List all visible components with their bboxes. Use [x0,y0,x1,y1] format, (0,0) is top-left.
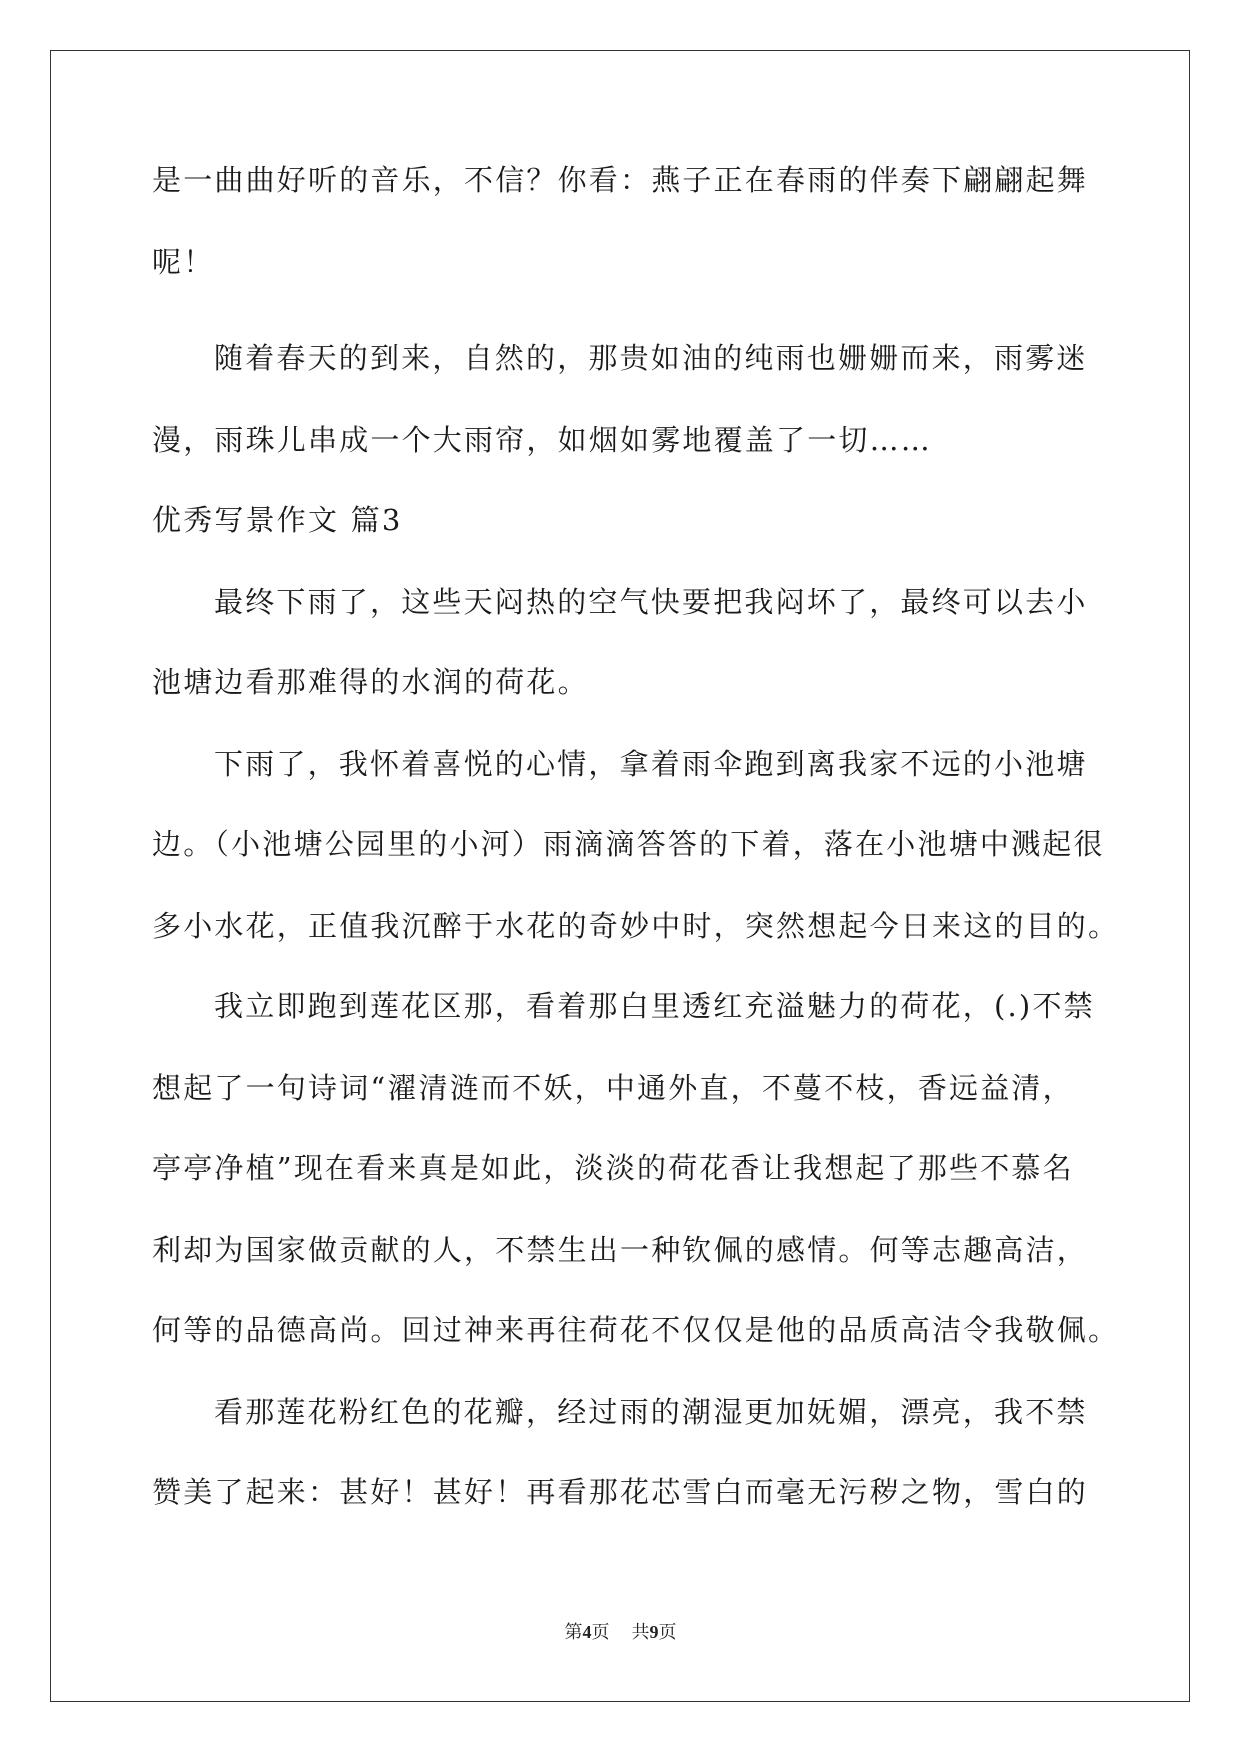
text-line: 最终下雨了，这些天闷热的空气快要把我闷坏了，最终可以去小 [214,585,1088,619]
total-pages: 9 [649,1622,659,1642]
text-line: 池塘边看那难得的水润的荷花。 [152,665,589,699]
text-line: 漫，雨珠儿串成一个大雨帘，如烟如雾地覆盖了一切…… [152,423,933,457]
text-line: 何等的品德高尚。回过神来再往荷花不仅仅是他的品质高洁令我敬佩。 [152,1313,1120,1347]
page-prefix: 第 [564,1622,583,1643]
page-suffix: 页 [591,1622,610,1643]
text-line: 利却为国家做贡献的人，不禁生出一种钦佩的感情。何等志趣高洁， [152,1233,1089,1267]
text-line: 呢！ [152,245,215,279]
section-heading: 优秀写景作文 篇3 [152,503,403,537]
page-border [50,50,1190,1702]
page-footer [0,1620,1241,1645]
text-line: 亭亭净植”现在看来真是如此，淡淡的荷花香让我想起了那些不慕名 [152,1151,1074,1185]
page-number: 4 [582,1622,592,1642]
text-line: 下雨了，我怀着喜悦的心情，拿着雨伞跑到离我家不远的小池塘 [214,747,1088,781]
text-line: 看那莲花粉红色的花瓣，经过雨的潮湿更加妩媚，漂亮，我不禁 [214,1395,1088,1429]
text-line: 是一曲曲好听的音乐，不信？你看：燕子正在春雨的伴奏下翩翩起舞 [152,163,1089,197]
text-line: 随着春天的到来，自然的，那贵如油的纯雨也姗姗而来，雨雾迷 [214,341,1088,375]
total-suffix: 页 [658,1622,677,1643]
text-line: 赞美了起来：甚好！甚好！再看那花芯雪白而毫无污秽之物，雪白的 [152,1475,1089,1509]
text-line: 我立即跑到莲花区那，看着那白里透红充溢魅力的荷花，(.)不禁 [214,989,1095,1023]
text-line: 想起了一句诗词“濯清涟而不妖，中通外直，不蔓不枝，香远益清， [152,1071,1074,1105]
total-prefix: 共 [631,1622,650,1643]
text-line: 多小水花，正值我沉醉于水花的奇妙中时，突然想起今日来这的目的。 [152,909,1120,943]
text-line: 边。（小池塘公园里的小河）雨滴滴答答的下着，落在小池塘中溅起很 [152,827,1105,861]
